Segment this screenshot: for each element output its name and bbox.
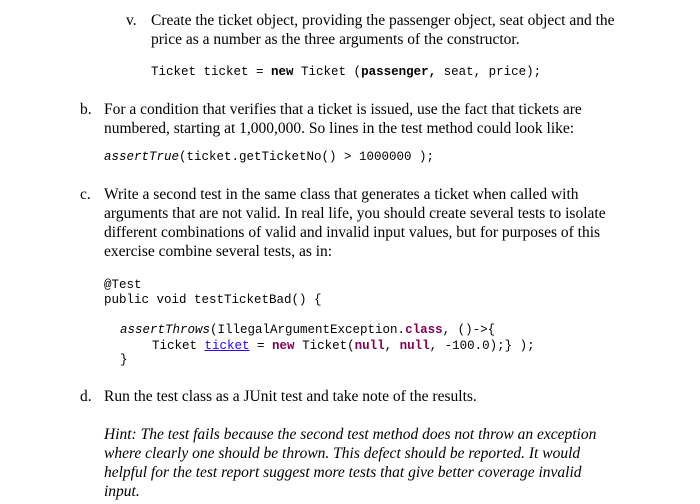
item-d-text: Run the test class as a JUnit test and take note of the results.: [104, 388, 477, 405]
code-signature: public void testTicketBad() {: [104, 293, 322, 307]
code-token: seat, price);: [436, 65, 542, 79]
hint-line: helpful for the test report suggest more tests that give better coverage invalid: [104, 464, 582, 481]
item-c-line: different combinations of valid and invalid input values, but for purposes of this: [104, 224, 601, 241]
code-keyword: new: [272, 339, 295, 353]
code-token: Ticket: [152, 339, 205, 353]
code-method-italic: assertThrows: [120, 323, 211, 337]
code-keyword: null: [354, 339, 385, 353]
item-b-text: [104, 100, 582, 138]
code-token-bold: passenger,: [361, 65, 437, 79]
item-v-text: [151, 11, 615, 49]
code-annotation: @Test: [104, 278, 142, 292]
hint-paragraph: [104, 425, 596, 501]
code-keyword: class: [405, 323, 443, 337]
item-b-line: numbered, starting at 1,000,000. So lines in the test method could look like:: [104, 120, 575, 137]
item-b-line: For a condition that verifies that a ticket is issued, use the fact that tickets are: [104, 101, 582, 118]
code-token: Ticket (: [293, 65, 362, 79]
code-assert-line: [120, 322, 495, 338]
code-token: =: [249, 339, 273, 353]
code-variable: ticket: [204, 339, 250, 353]
code-block-v: [151, 64, 541, 80]
code-token: Ticket(: [294, 339, 355, 353]
code-token: (IllegalArgumentException.: [210, 323, 406, 337]
code-close-brace: }: [120, 353, 128, 367]
item-v-label: v.: [126, 12, 137, 29]
code-method-italic: assertTrue: [104, 150, 180, 164]
code-keyword: null: [399, 339, 430, 353]
item-d-label: d.: [80, 388, 92, 405]
code-token: ,: [384, 339, 400, 353]
hint-line: Hint: The test fails because the second test method does not throw an exception: [104, 426, 597, 443]
hint-line: input.: [104, 483, 140, 500]
hint-line: where clearly one should be thrown. This defect should be reported. It would: [104, 445, 581, 462]
code-block-b: [104, 149, 434, 165]
item-c-line: Write a second test in the same class that generates a ticket when called with: [104, 186, 579, 203]
item-c-line: arguments that are not valid. In real life, you should create several tests to isolate: [104, 205, 606, 222]
item-c-label: c.: [80, 186, 91, 203]
code-token: Ticket ticket =: [151, 65, 272, 79]
item-v-line: Create the ticket object, providing the passenger object, seat object and the: [151, 12, 615, 29]
item-b-label: b.: [80, 101, 92, 118]
code-token: , -100.0);} );: [429, 339, 535, 353]
code-keyword: new: [271, 65, 294, 79]
code-token: , ()->{: [442, 323, 496, 337]
code-ticket-line: [152, 338, 535, 354]
item-c-line: exercise combine several tests, as in:: [104, 243, 333, 260]
code-token: (ticket.getTicketNo() > 1000000 );: [179, 150, 435, 164]
item-c-text: [104, 185, 606, 261]
item-v-line: price as a number as the three arguments of the constructor.: [151, 31, 520, 48]
